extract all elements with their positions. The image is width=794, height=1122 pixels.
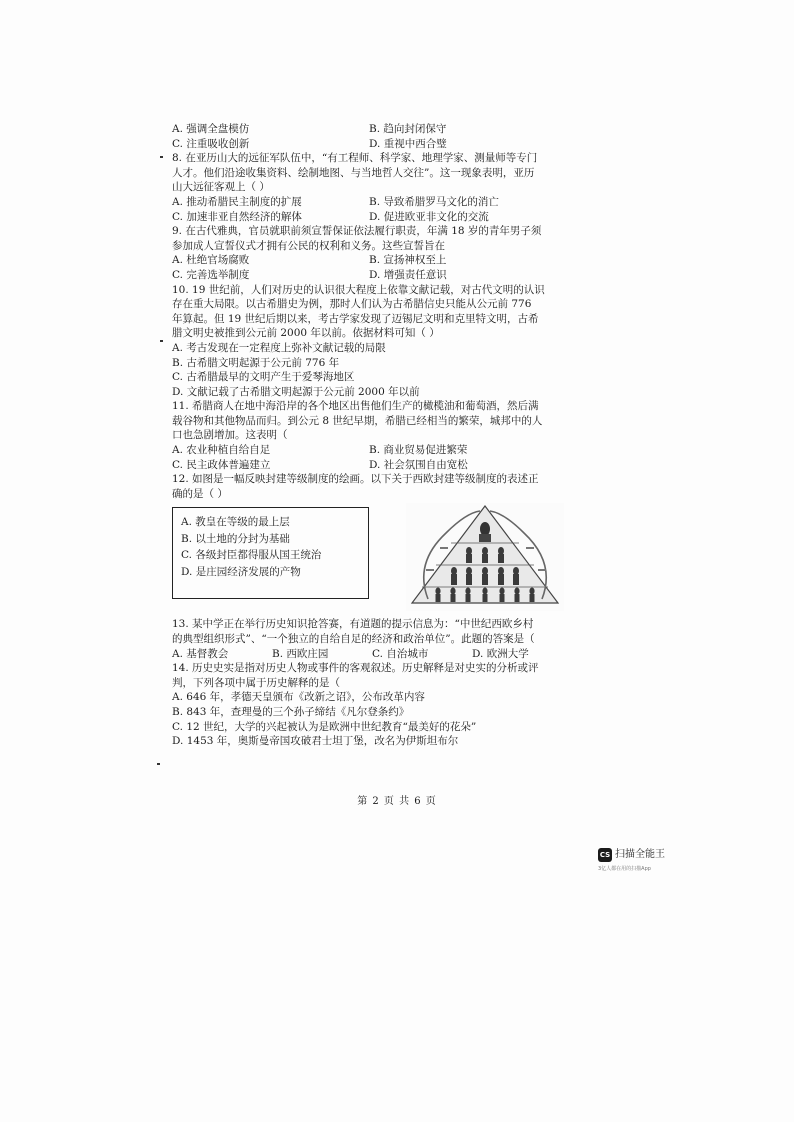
scan-speck: [160, 340, 163, 342]
q10-stem-line: 10. 19 世纪前，人们对历史的认识很大程度上依靠文献记载，对古代文明的认识: [172, 283, 545, 296]
q10-stem-line: 存在重大局限。以古希腊史为例，那时人们认为古希腊信史只能从公元前 776: [172, 298, 532, 311]
question-8: [172, 151, 642, 224]
q11-stem-line: 11. 希腊商人在地中海沿岸的各个地区出售他们生产的橄榄油和葡萄酒，然后满: [172, 400, 539, 413]
q13-stem-line: 13. 某中学正在举行历史知识抢答赛，有道题的提示信息为：“中世纪西欧乡村: [172, 618, 534, 631]
q9-option-d: D. 增强责任意识: [369, 268, 447, 281]
q12-option-d: D. 是庄园经济发展的产物: [181, 565, 301, 578]
scan-speck: [157, 763, 160, 765]
q8-option-c: C. 加速非亚自然经济的解体: [172, 210, 302, 223]
q7-option-a: A. 强调全盘模仿: [172, 123, 250, 135]
q10-option-b: B. 古希腊文明起源于公元前 776 年: [172, 356, 340, 369]
q11-option-a: A. 农业种植自给自足: [172, 444, 271, 457]
q9-option-a: A. 杜绝官场腐败: [172, 254, 250, 267]
q13-option-b: B. 西欧庄园: [272, 647, 329, 660]
q12-option-b: B. 以土地的分封为基础: [181, 532, 290, 545]
camscanner-logo-icon: CS: [598, 848, 612, 862]
q13-options-row: [172, 647, 642, 662]
q9-option-b: B. 宣扬神权至上: [369, 254, 447, 267]
q8-option-d: D. 促进欧亚非文化的交流: [369, 210, 489, 223]
scanner-watermark: [598, 848, 688, 878]
question-11: [172, 399, 642, 472]
q10-option-c: C. 古希腊最早的文明产生于爱琴海地区: [172, 371, 355, 384]
q12-option-c: C. 各级封臣都得服从国王统治: [181, 549, 322, 562]
question-10: [172, 283, 642, 400]
scanner-app-name: 扫描全能王: [615, 849, 665, 860]
scanner-tagline: 3亿人都在用的扫描App: [598, 866, 651, 872]
page-footer: 第 2 页 共 6 页: [357, 796, 437, 807]
q11-options-row1: [172, 443, 642, 458]
q11-stem-line: 口也急剧增加。这表明（: [172, 429, 288, 442]
q8-stem-line: 8. 在亚历山大的远征军队伍中，“有工程师、科学家、地理学家、测量师等专门: [172, 152, 538, 165]
q13-option-c: C. 自治城市: [372, 647, 429, 660]
q12-figure-area: [172, 505, 642, 615]
q13-option-a: A. 基督教会: [172, 647, 229, 660]
q7-option-d: D. 重视中西合璧: [369, 137, 447, 150]
q13-option-d: D. 欧洲大学: [472, 647, 529, 660]
q7-option-b: B. 趋向封闭保守: [369, 123, 447, 135]
q7-options-row1: [172, 122, 642, 137]
q11-options-row2: [172, 458, 642, 473]
q7-option-c: C. 注重吸收创新: [172, 137, 250, 150]
q12-stem-line: 确的是（ ）: [172, 487, 228, 500]
q8-option-b: B. 导致希腊罗马文化的消亡: [369, 195, 499, 208]
question-13: [172, 617, 642, 661]
question-content: [172, 122, 642, 749]
question-14: [172, 661, 642, 749]
q9-stem-line: 参加成人宣誓仪式才拥有公民的权利和义务。这些宣誓旨在: [172, 239, 445, 252]
q12-options-box: [172, 507, 369, 599]
question-9: [172, 224, 642, 282]
scan-speck: [160, 156, 163, 158]
q10-stem-line: 年算起。但 19 世纪后期以来，考古学家发现了迈锡尼文明和克里特文明，古希: [172, 312, 539, 325]
q9-options-row2: [172, 268, 642, 283]
q13-stem-line: 的典型组织形式”、“一个独立的自给自足的经济和政治单位”。此题的答案是（: [172, 633, 535, 646]
q11-stem-line: 载谷物和其他物品而归。到公元 8 世纪早期，希腊已经相当的繁荣，城邦中的人: [172, 414, 543, 427]
q9-stem-line: 9. 在古代雅典，官员就职前须宣誓保证依法履行职责，年满 18 岁的青年男子须: [172, 225, 542, 238]
q11-option-c: C. 民主政体普遍建立: [172, 458, 271, 471]
q8-options-row1: [172, 195, 642, 210]
q14-option-b: B. 843 年，查理曼的三个孙子缔结《凡尔登条约》: [172, 706, 410, 718]
q11-option-b: B. 商业贸易促进繁荣: [369, 444, 468, 457]
q14-option-c: C. 12 世纪，大学的兴起被认为是欧洲中世纪教育“最美好的花朵”: [172, 720, 477, 733]
feudal-hierarchy-pyramid-image: [406, 503, 564, 611]
q8-options-row2: [172, 210, 642, 225]
q14-option-d: D. 1453 年，奥斯曼帝国攻破君士坦丁堡，改名为伊斯坦布尔: [172, 735, 459, 748]
q9-option-c: C. 完善选举制度: [172, 268, 250, 281]
q11-option-d: D. 社会氛围自由宽松: [369, 458, 468, 471]
q8-option-a: A. 推动希腊民主制度的扩展: [172, 195, 302, 208]
q8-stem-line: 人才。他们沿途收集资料、绘制地图、与当地哲人交往”。这一现象表明，亚历: [172, 166, 535, 179]
q12-stem-line: 12. 如图是一幅反映封建等级制度的绘画。以下关于西欧封建等级制度的表述正: [172, 473, 539, 486]
q10-option-a: A. 考古发现在一定程度上弥补文献记载的局限: [172, 341, 386, 354]
q9-options-row1: [172, 253, 642, 268]
q12-option-a: A. 教皇在等级的最上层: [181, 516, 290, 529]
question-12: [172, 472, 642, 615]
q8-stem-line: 山大远征客观上（ ）: [172, 181, 270, 194]
q14-stem-line: 判，下列各项中属于历史解释的是（: [172, 676, 340, 689]
q10-stem-line: 腊文明史被推到公元前 2000 年以前。依据材料可知（ ）: [172, 327, 440, 340]
q10-option-d: D. 文献记载了古希腊文明起源于公元前 2000 年以前: [172, 385, 420, 398]
q14-option-a: A. 646 年，孝德天皇颁布《改新之诏》，公布改革内容: [172, 691, 425, 704]
q14-stem-line: 14. 历史史实是指对历史人物或事件的客观叙述。历史解释是对史实的分析或评: [172, 662, 539, 675]
q7-options-row2: [172, 137, 642, 152]
